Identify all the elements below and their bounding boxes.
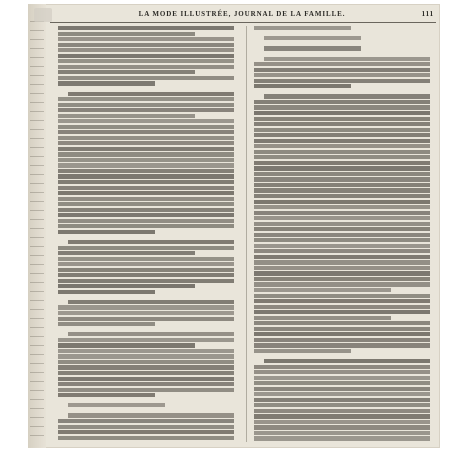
text-line: [254, 299, 430, 303]
text-line: [254, 343, 430, 347]
text-line: [254, 79, 430, 83]
text-line: [58, 349, 234, 353]
text-line: [58, 213, 234, 217]
text-line: [58, 219, 234, 223]
text-line: [68, 332, 234, 336]
text-line: [58, 125, 234, 129]
page-number: 111: [421, 10, 434, 18]
text-line: [254, 172, 430, 176]
text-line: [254, 144, 430, 148]
text-line: [254, 139, 430, 143]
text-line: [58, 377, 234, 381]
text-line: [58, 59, 234, 63]
text-line: [58, 37, 234, 41]
text-line: [254, 62, 430, 66]
text-line: [264, 46, 361, 50]
text-column-left: [58, 26, 234, 442]
text-line: [58, 338, 234, 342]
text-line: [254, 327, 430, 331]
text-line: [254, 155, 430, 159]
text-line: [58, 202, 234, 206]
journal-title: LA MODE ILLUSTRÉE, JOURNAL DE LA FAMILLE.: [138, 10, 346, 18]
text-line: [254, 398, 430, 402]
text-line: [58, 141, 234, 145]
text-line: [58, 114, 195, 118]
text-line: [58, 284, 195, 288]
text-line: [254, 166, 430, 170]
journal-page: [28, 4, 440, 448]
text-line: [254, 365, 430, 369]
running-header: [46, 10, 438, 22]
text-line: [58, 26, 234, 30]
text-line: [254, 161, 430, 165]
text-line: [254, 332, 430, 336]
text-line: [254, 177, 430, 181]
text-line: [58, 70, 195, 74]
text-line: [58, 180, 234, 184]
text-line: [264, 57, 430, 61]
text-line: [58, 108, 234, 112]
text-line: [58, 119, 234, 123]
text-line: [254, 150, 430, 154]
text-line: [58, 371, 234, 375]
text-line: [254, 249, 430, 253]
text-line: [254, 321, 430, 325]
text-line: [254, 205, 430, 209]
column-divider: [246, 26, 247, 442]
text-line: [58, 130, 234, 134]
text-line: [254, 271, 430, 275]
text-line: [254, 26, 351, 30]
text-line: [58, 343, 195, 347]
text-line: [254, 211, 430, 215]
text-line: [254, 194, 430, 198]
text-line: [58, 354, 234, 358]
text-line: [254, 403, 430, 407]
text-line: [58, 163, 234, 167]
text-line: [58, 365, 234, 369]
text-line: [58, 322, 155, 326]
text-line: [254, 387, 430, 391]
text-line: [58, 268, 234, 272]
text-line: [58, 191, 234, 195]
text-line: [264, 359, 430, 363]
text-line: [58, 186, 234, 190]
text-line: [254, 188, 430, 192]
text-line: [254, 277, 430, 281]
text-line: [58, 230, 155, 234]
text-line: [254, 381, 430, 385]
text-line: [58, 158, 234, 162]
text-line: [58, 382, 234, 386]
text-line: [254, 436, 430, 440]
text-line: [254, 305, 430, 309]
gutter-shadow: [28, 4, 46, 448]
text-line: [254, 282, 430, 286]
text-line: [68, 92, 234, 96]
text-line: [254, 117, 430, 121]
text-line: [254, 68, 430, 72]
text-line: [58, 208, 234, 212]
text-line: [254, 133, 430, 137]
text-line: [264, 94, 430, 98]
text-line: [254, 260, 430, 264]
text-line: [58, 197, 234, 201]
text-line: [58, 97, 234, 101]
text-line: [58, 54, 234, 58]
text-line: [58, 311, 234, 315]
text-line: [58, 174, 234, 178]
text-line: [58, 425, 234, 429]
text-line: [58, 430, 234, 434]
text-line: [58, 393, 155, 397]
text-line: [254, 122, 430, 126]
text-line: [264, 36, 361, 40]
text-line: [254, 200, 430, 204]
text-line: [254, 100, 430, 104]
text-line: [58, 317, 234, 321]
text-line: [254, 233, 430, 237]
text-line: [254, 128, 430, 132]
text-line: [254, 349, 351, 353]
text-line: [254, 294, 430, 298]
text-line: [58, 388, 234, 392]
text-line: [58, 65, 234, 69]
text-line: [58, 103, 234, 107]
text-line: [58, 305, 234, 309]
text-line: [58, 136, 234, 140]
text-line: [58, 246, 234, 250]
text-line: [58, 169, 234, 173]
text-line: [254, 338, 430, 342]
text-line: [58, 152, 234, 156]
text-line: [254, 409, 430, 413]
text-line: [254, 316, 391, 320]
text-line: [254, 111, 430, 115]
text-line: [58, 279, 234, 283]
text-line: [58, 290, 155, 294]
text-line: [254, 420, 430, 424]
text-line: [254, 376, 430, 380]
text-line: [58, 360, 234, 364]
text-line: [254, 310, 430, 314]
text-line: [254, 392, 430, 396]
text-line: [254, 216, 430, 220]
text-line: [58, 251, 195, 255]
text-line: [254, 183, 430, 187]
text-line: [254, 73, 430, 77]
text-line: [254, 266, 430, 270]
text-line: [254, 227, 430, 231]
text-line: [58, 257, 234, 261]
text-line: [58, 43, 234, 47]
text-column-right: [254, 26, 430, 442]
text-line: [254, 238, 430, 242]
text-line: [254, 414, 430, 418]
text-line: [68, 403, 165, 407]
text-line: [254, 244, 430, 248]
text-line: [254, 288, 391, 292]
text-line: [68, 240, 234, 244]
text-line: [254, 255, 430, 259]
text-line: [58, 273, 234, 277]
text-line: [58, 262, 234, 266]
text-line: [58, 147, 234, 151]
text-line: [68, 300, 234, 304]
text-line: [254, 222, 430, 226]
text-line: [58, 76, 234, 80]
text-line: [58, 224, 234, 228]
text-line: [68, 413, 234, 417]
header-rule: [50, 22, 436, 23]
text-line: [254, 431, 430, 435]
previous-page-text-bleed: [30, 16, 44, 436]
text-line: [58, 32, 195, 36]
text-line: [254, 84, 351, 88]
text-line: [58, 48, 234, 52]
text-line: [254, 105, 430, 109]
text-line: [58, 436, 234, 440]
text-line: [254, 425, 430, 429]
text-line: [58, 419, 234, 423]
text-line: [254, 370, 430, 374]
text-line: [58, 81, 155, 85]
